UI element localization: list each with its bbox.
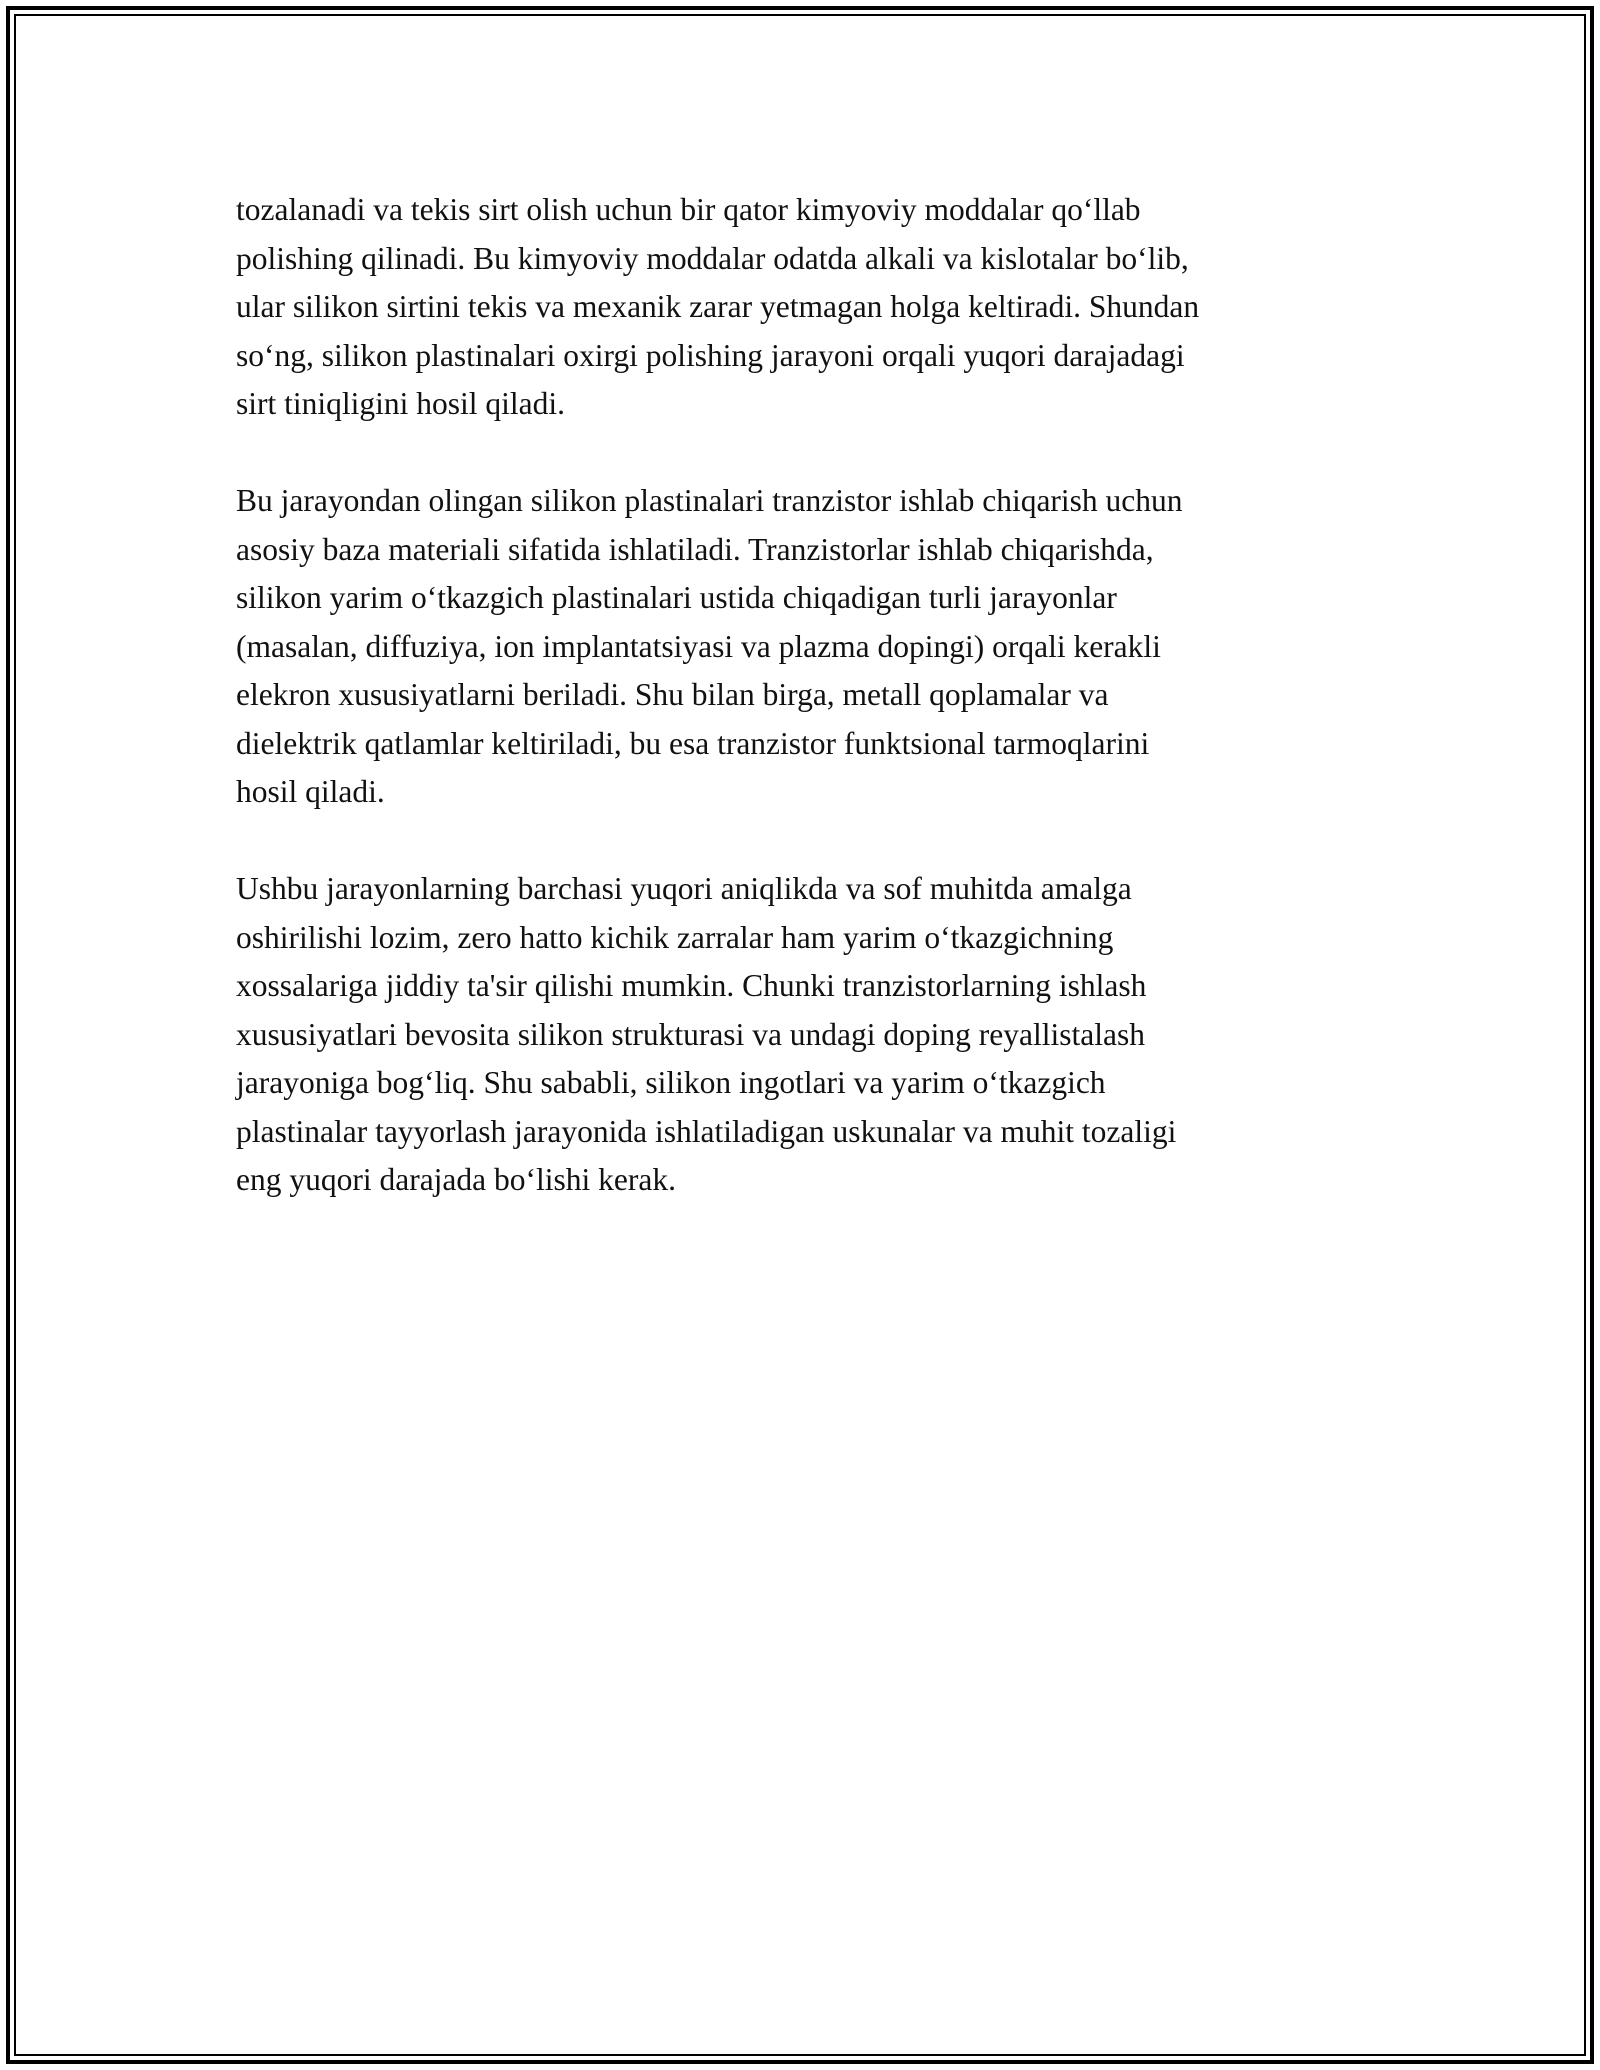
text-line: jarayoniga bog‘liq. Shu sababli, silikon ingotlari va yarim o‘tkazgich xyxy=(236,1065,1106,1100)
paragraph-2 xyxy=(236,477,1376,817)
text-line: so‘ng, silikon plastinalari oxirgi polishing jarayoni orqali yuqori darajadagi xyxy=(236,337,1185,373)
text-line: silikon yarim o‘tkazgich plastinalari ustida chiqadigan turli jarayonlar xyxy=(236,580,1117,615)
text-line: polishing qilinadi. Bu kimyoviy moddalar odatda alkali va kislotalar bo‘lib, xyxy=(236,240,1189,276)
text-line: Ushbu jarayonlarning barchasi yuqori aniqlikda va sof muhitda amalga xyxy=(236,871,1132,906)
text-line: oshirilishi lozim, zero hatto kichik zarralar ham yarim o‘tkazgichning xyxy=(236,919,1114,955)
text-line: ular silikon sirtini tekis va mexanik zarar yetmagan holga keltiradi. Shundan xyxy=(236,289,1200,324)
text-line: hosil qiladi. xyxy=(236,774,385,809)
paragraph-3 xyxy=(236,865,1376,1205)
text-line: xossalariga jiddiy ta'sir qilishi mumkin. Chunki tranzistorlarning ishlash xyxy=(236,968,1147,1003)
document-body xyxy=(236,186,1376,1253)
text-line: Bu jarayondan olingan silikon plastinalari tranzistor ishlab chiqarish uchun xyxy=(236,483,1183,518)
text-line: xususiyatlari bevosita silikon strukturasi va undagi doping reyallistalash xyxy=(236,1016,1145,1052)
text-line: (masalan, diffuziya, ion implantatsiyasi va plazma dopingi) orqali kerakli xyxy=(236,628,1161,664)
text-line: dielektrik qatlamlar keltiriladi, bu esa tranzistor funktsional tarmoqlarini xyxy=(236,725,1150,761)
paragraph-1 xyxy=(236,186,1376,429)
text-line: plastinalar tayyorlash jarayonida ishlatiladigan uskunalar va muhit tozaligi xyxy=(236,1113,1177,1149)
text-line: sirt tiniqligini hosil qiladi. xyxy=(236,386,566,421)
text-line: eng yuqori darajada bo‘lishi kerak. xyxy=(236,1162,676,1197)
text-line: tozalanadi va tekis sirt olish uchun bir qator kimyoviy moddalar qo‘llab xyxy=(236,192,1141,227)
text-line: elekron xususiyatlarni beriladi. Shu bilan birga, metall qoplamalar va xyxy=(236,677,1109,712)
text-line: asosiy baza materiali sifatida ishlatiladi. Tranzistorlar ishlab chiqarishda, xyxy=(236,531,1154,567)
